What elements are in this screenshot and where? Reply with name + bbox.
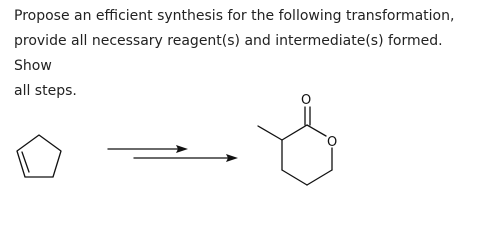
reaction-arrow-2: [134, 154, 238, 162]
ring-oxygen-label: O: [327, 135, 338, 150]
ring-bond-c2-c3: [282, 125, 307, 140]
ring-bond-o1-c2: [307, 125, 326, 136]
product-lactone: [258, 93, 337, 185]
carbonyl-oxygen-label: O: [301, 93, 312, 108]
ring-bond-c5-c6: [307, 170, 332, 185]
methyl-bond: [258, 126, 282, 140]
question-line-2: provide all necessary reagent(s) and intermediate(s) formed. Show: [14, 33, 443, 74]
reaction-arrow-1: [108, 145, 188, 153]
question-line-3: all steps.: [14, 83, 77, 99]
starting-material-cyclopentene: [17, 135, 61, 177]
question-line-1: Propose an efficient synthesis for the following transformation,: [14, 8, 455, 24]
ring-bond-c4-c5: [282, 170, 307, 185]
